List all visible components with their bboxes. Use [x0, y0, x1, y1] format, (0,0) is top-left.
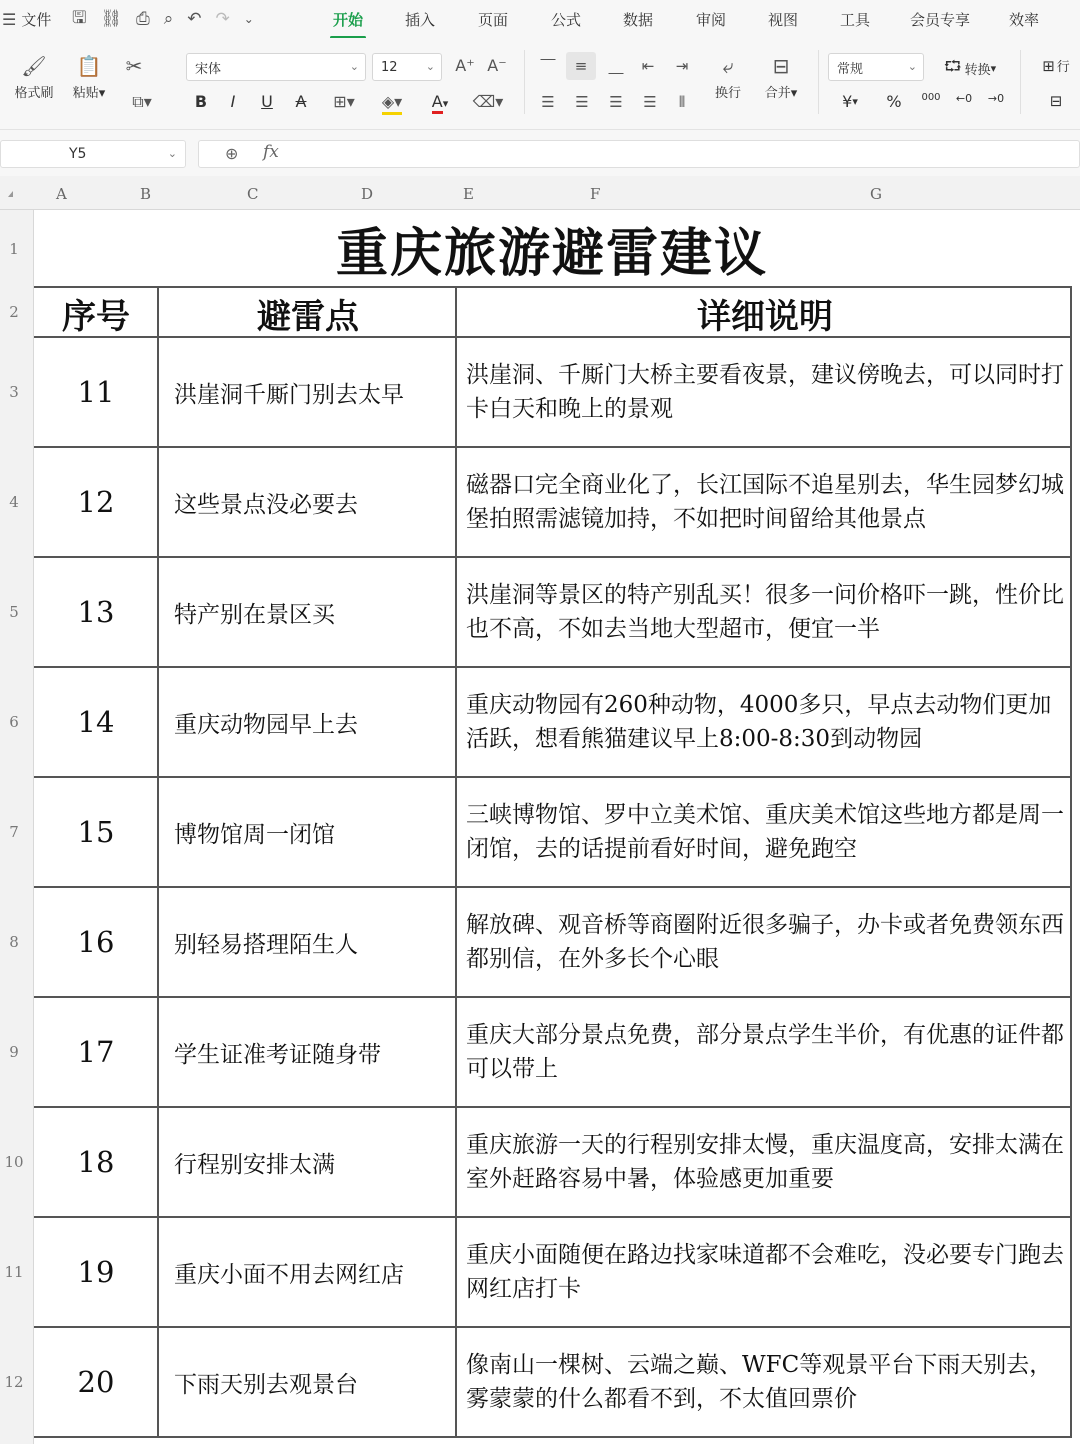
font-increase-icon: A⁺: [455, 56, 475, 75]
divider: [157, 1218, 159, 1326]
column-header-g[interactable]: G: [870, 185, 882, 203]
column-header-e[interactable]: E: [463, 185, 474, 203]
sheet-title[interactable]: 重庆旅游避雷建议: [335, 222, 768, 284]
chevron-down-icon: ⌄: [425, 60, 435, 73]
detail-cell[interactable]: 解放碑、观音桥等商圈附近很多骗子，办卡或者免费领东西都别信，在外多长个心眼: [466, 912, 1064, 972]
row-header[interactable]: 9: [9, 1043, 19, 1061]
decrease-decimal-button[interactable]: [984, 92, 1008, 105]
avoid-point-cell[interactable]: 重庆小面不用去网红店: [174, 1261, 404, 1288]
row-headers: [0, 210, 34, 1444]
currency-button[interactable]: [832, 92, 868, 111]
avoid-point-cell[interactable]: 重庆动物园早上去: [174, 711, 358, 738]
borders-icon: ⊞▾: [333, 92, 355, 111]
tab-8[interactable]: 工具: [839, 10, 870, 29]
row-header[interactable]: 5: [9, 603, 19, 621]
ribbon-toolbar: [0, 38, 1080, 130]
align-middle-button[interactable]: [566, 52, 596, 80]
table-body: [34, 338, 1072, 1438]
divider: [1070, 998, 1072, 1106]
convert-icon: ⮔: [943, 57, 962, 75]
table-row: [34, 1108, 1072, 1218]
borders-button[interactable]: [326, 92, 362, 112]
tab-6[interactable]: 审阅: [695, 10, 726, 29]
detail-cell[interactable]: 磁器口完全商业化了，长江国际不追星别去，华生园梦幻城堡拍照需滤镜加持，不如把时间留给其他景点: [466, 472, 1064, 532]
increase-font-button[interactable]: [454, 56, 476, 76]
outdent-icon: ⇤: [641, 57, 655, 75]
distributed-button[interactable]: [672, 92, 692, 112]
convert-button[interactable]: [934, 56, 1006, 81]
table-header-row: [34, 288, 1072, 338]
worksheet: [34, 210, 1080, 1444]
italic-button[interactable]: I: [230, 92, 236, 111]
tab-1[interactable]: 开始: [312, 9, 384, 30]
menu-tabs: [312, 9, 1060, 30]
strikethrough-button[interactable]: A: [295, 92, 307, 111]
quick-access-toolbar: [72, 5, 312, 34]
divider: [455, 998, 457, 1106]
divider: [455, 1328, 457, 1436]
paste-label-wrap: 粘贴▾: [72, 86, 106, 101]
decrease-font-button[interactable]: [486, 56, 508, 76]
tab-5[interactable]: 数据: [622, 10, 653, 29]
divider: [455, 1108, 457, 1216]
divider: [157, 778, 159, 886]
avoid-point-cell[interactable]: 行程别安排太满: [174, 1151, 335, 1178]
detail-cell[interactable]: 洪崖洞等景区的特产别乱买！很多一问价格吓一跳，性价比也不高，不如去当地大型超市，便宜一半: [466, 582, 1064, 642]
divider: [157, 1108, 159, 1216]
table-row: [34, 668, 1072, 778]
paint-bucket-icon: ◈▾: [382, 92, 402, 115]
undo-icon[interactable]: ↶: [187, 9, 202, 29]
table-icon: ⊟: [1049, 92, 1063, 110]
cut-button[interactable]: [122, 56, 146, 76]
eraser-icon: ⌫▾: [472, 92, 504, 111]
row-number-cell[interactable]: 17: [77, 1035, 115, 1069]
align-right-button[interactable]: [606, 92, 626, 112]
row-header[interactable]: 12: [4, 1373, 24, 1391]
column-header-b[interactable]: B: [140, 185, 152, 203]
divider: [1070, 1328, 1072, 1436]
number-format-value: 常规: [837, 61, 864, 77]
column-headers: [0, 176, 1080, 210]
detail-cell[interactable]: 三峡博物馆、罗中立美术馆、重庆美术馆这些地方都是周一闭馆，去的话提前看好时间，避免跑空: [466, 802, 1064, 862]
font-color-button[interactable]: [422, 92, 458, 114]
table: [34, 286, 1072, 1438]
clear-format-button[interactable]: [470, 92, 506, 112]
font-color-icon: A: [432, 92, 443, 114]
row-header[interactable]: 8: [9, 933, 19, 951]
align-right-icon: ☰: [609, 93, 623, 111]
detail-cell[interactable]: 重庆小面随便在路边找家味道都不会难吃，没必要专门跑去网红店打卡: [466, 1242, 1064, 1302]
row-number-cell[interactable]: 15: [77, 815, 115, 849]
wrap-text-button[interactable]: [708, 56, 748, 101]
divider: [157, 668, 159, 776]
merge-label: 合并: [764, 86, 791, 101]
justify-button[interactable]: [640, 92, 660, 112]
merge-label-wrap: 合并▾: [764, 86, 798, 101]
name-box[interactable]: [0, 140, 186, 168]
divider: [157, 288, 159, 336]
avoid-point-cell[interactable]: 这些景点没必要去: [174, 491, 358, 518]
row-number-cell[interactable]: 12: [77, 485, 115, 519]
formula-bar: [0, 130, 1080, 176]
row-header[interactable]: 6: [9, 713, 19, 731]
paste-label: 粘贴: [72, 86, 99, 101]
column-header-f[interactable]: F: [590, 185, 601, 203]
divider: [1070, 1108, 1072, 1216]
avoid-point-cell[interactable]: 洪崖洞千厮门别去太早: [174, 381, 404, 408]
divider: [1070, 778, 1072, 886]
menu-bar: [0, 0, 1080, 38]
column-header-c[interactable]: C: [247, 185, 259, 203]
divider: [524, 50, 525, 114]
header-cell-point[interactable]: 避雷点: [257, 296, 359, 337]
detail-cell[interactable]: 像南山一棵树、云端之巅、WFC等观景平台下雨天别去，雾蒙蒙的什么都看不到，不太值回票价: [466, 1352, 1053, 1412]
tab-9[interactable]: 会员专享: [909, 10, 970, 29]
align-top-button[interactable]: [538, 56, 558, 76]
align-left-button[interactable]: [538, 92, 558, 112]
row-label: 行: [1056, 60, 1070, 75]
file-menu[interactable]: [0, 9, 72, 30]
print-icon[interactable]: ⎙: [136, 9, 150, 29]
avoid-point-cell[interactable]: 学生证准考证随身带: [174, 1041, 381, 1068]
align-bottom-icon: ⎽: [608, 57, 624, 75]
divider: [455, 448, 457, 556]
wrap-text-label: 换行: [714, 86, 741, 101]
row-header[interactable]: 1: [9, 240, 19, 258]
worksheet-button[interactable]: [1034, 92, 1078, 110]
distribute-icon: ⫴: [678, 93, 686, 111]
number-format-select[interactable]: [828, 53, 924, 81]
wrap-text-icon: ⤶: [722, 54, 734, 78]
chevron-down-icon: ⌄: [907, 60, 917, 73]
tab-4[interactable]: 公式: [550, 10, 581, 29]
format-painter-button[interactable]: [10, 56, 58, 101]
detail-cell[interactable]: 重庆旅游一天的行程别安排太慢，重庆温度高，安排太满在室外赶路容易中暑，体验感更加重要: [466, 1132, 1064, 1192]
divider: [157, 1328, 159, 1436]
divider: [1070, 888, 1072, 996]
row-number-cell[interactable]: 13: [77, 595, 115, 629]
fx-icon[interactable]: fx: [263, 142, 279, 162]
chevron-down-icon: ▾: [990, 62, 997, 75]
table-row: [34, 1218, 1072, 1328]
paste-icon: 📋: [76, 54, 102, 78]
justify-icon: ☰: [643, 93, 657, 111]
scissors-icon: ✂: [125, 54, 143, 78]
row-number-cell[interactable]: 11: [77, 375, 115, 409]
underline-button[interactable]: U: [261, 92, 273, 111]
table-row: [34, 778, 1072, 888]
divider: [455, 778, 457, 886]
align-center-icon: ☰: [575, 93, 589, 111]
row-header[interactable]: 4: [9, 493, 19, 511]
row-number-cell[interactable]: 16: [77, 925, 115, 959]
divider: [455, 888, 457, 996]
tab-10[interactable]: 效率: [1008, 10, 1039, 29]
divider: [1070, 1218, 1072, 1326]
font-decrease-icon: A⁻: [487, 56, 507, 75]
zoom-icon[interactable]: ⊕: [225, 144, 239, 163]
increase-decimal-button[interactable]: [952, 92, 976, 105]
divider: [1070, 558, 1072, 666]
divider: [455, 668, 457, 776]
row-header[interactable]: 7: [9, 823, 19, 841]
font-size-select[interactable]: [372, 53, 442, 81]
decrease-indent-button[interactable]: [638, 56, 658, 76]
save-icon[interactable]: 🖫: [72, 7, 87, 28]
detail-cell[interactable]: 重庆大部分景点免费，部分景点学生半价，有优惠的证件都可以带上: [466, 1022, 1064, 1082]
table-row: [34, 1328, 1072, 1438]
chevron-down-icon: ▾: [852, 95, 858, 108]
divider: [455, 1218, 457, 1326]
table-row: [34, 888, 1072, 998]
divider: [455, 558, 457, 666]
align-middle-icon: ≡: [574, 57, 588, 75]
merge-cells-icon: ⊟: [772, 54, 790, 78]
chevron-down-icon: ⌄: [349, 60, 359, 73]
copy-icon: ⧉▾: [132, 92, 152, 111]
divider: [1070, 448, 1072, 556]
table-row: [34, 998, 1072, 1108]
row-header[interactable]: 11: [4, 1263, 24, 1281]
formula-input[interactable]: [198, 140, 1080, 168]
merge-button[interactable]: [756, 56, 806, 101]
row-column-button[interactable]: [1034, 56, 1078, 75]
divider: [818, 50, 819, 114]
divider: [1070, 288, 1072, 336]
column-header-d[interactable]: D: [361, 185, 374, 203]
more-chevron-icon[interactable]: ⌄: [243, 12, 254, 26]
thousands-button[interactable]: 000: [921, 92, 941, 103]
divider: [455, 338, 457, 446]
row-number-cell[interactable]: 14: [77, 705, 115, 739]
table-row: [34, 338, 1072, 448]
divider: [455, 288, 457, 336]
hamburger-icon: ☰: [2, 9, 17, 29]
print-preview-icon[interactable]: ⌕: [163, 9, 174, 29]
detail-cell[interactable]: 重庆动物园有260种动物，4000多只，早点去动物们更加活跃，想看熊猫建议早上8:00-8:30到动物园: [466, 692, 1052, 752]
avoid-point-cell[interactable]: 特产别在景区买: [174, 601, 335, 628]
chevron-down-icon: ▾: [442, 96, 449, 110]
detail-cell[interactable]: 洪崖洞、千厮门大桥主要看夜景，建议傍晚去，可以同时打卡白天和晚上的景观: [466, 362, 1064, 422]
table-row: [34, 448, 1072, 558]
font-name-select[interactable]: [186, 53, 366, 81]
decrease-decimal-icon: →0: [987, 92, 1005, 105]
percent-button[interactable]: %: [886, 92, 902, 111]
font-name-value: 宋体: [195, 61, 222, 77]
table-row: [34, 558, 1072, 668]
align-center-button[interactable]: [572, 92, 592, 112]
copy-button[interactable]: [122, 92, 162, 112]
file-menu-label: 文件: [21, 10, 52, 29]
column-header-a[interactable]: A: [56, 185, 67, 203]
align-left-icon: ☰: [541, 93, 555, 111]
divider: [157, 888, 159, 996]
format-painter-label: 格式刷: [14, 86, 54, 101]
divider: [157, 448, 159, 556]
divider: [157, 558, 159, 666]
row-number-cell[interactable]: 19: [77, 1255, 115, 1289]
share-icon[interactable]: ⛓: [100, 9, 123, 29]
divider: [1070, 668, 1072, 776]
increase-decimal-icon: ←0: [955, 92, 973, 105]
divider: [1070, 338, 1072, 446]
select-all-corner[interactable]: [8, 191, 13, 197]
tab-7[interactable]: 视图: [767, 10, 798, 29]
avoid-point-cell[interactable]: 博物馆周一闭馆: [174, 821, 335, 848]
row-header[interactable]: 3: [9, 383, 19, 401]
align-bottom-button[interactable]: [606, 56, 626, 76]
font-size-value: 12: [381, 59, 398, 75]
row-header[interactable]: 10: [4, 1153, 24, 1171]
row-number-cell[interactable]: 20: [77, 1365, 115, 1399]
divider: [157, 998, 159, 1106]
cell-reference: Y5: [69, 146, 87, 162]
avoid-point-cell[interactable]: 别轻易搭理陌生人: [174, 931, 358, 958]
convert-label: 转换: [964, 63, 991, 78]
paste-button[interactable]: [66, 56, 112, 101]
avoid-point-cell[interactable]: 下雨天别去观景台: [174, 1371, 358, 1398]
tab-2[interactable]: 插入: [404, 10, 435, 29]
redo-icon[interactable]: ↷: [215, 9, 230, 29]
indent-icon: ⇥: [675, 57, 689, 75]
tab-3[interactable]: 页面: [477, 10, 508, 29]
format-painter-icon: 🖌: [21, 54, 47, 78]
header-cell-num[interactable]: 序号: [62, 296, 130, 337]
fill-color-button[interactable]: [374, 92, 410, 115]
row-header[interactable]: 2: [9, 303, 19, 321]
row-number-cell[interactable]: 18: [77, 1145, 115, 1179]
bold-button[interactable]: B: [194, 92, 208, 111]
divider: [1020, 50, 1021, 114]
increase-indent-button[interactable]: [672, 56, 692, 76]
currency-symbol: ¥: [842, 92, 853, 111]
chevron-down-icon: ⌄: [167, 147, 177, 160]
align-top-icon: ⎺: [540, 57, 556, 75]
header-cell-detail[interactable]: 详细说明: [697, 296, 833, 337]
divider: [157, 338, 159, 446]
rows-icon: ⊞: [1042, 56, 1055, 75]
